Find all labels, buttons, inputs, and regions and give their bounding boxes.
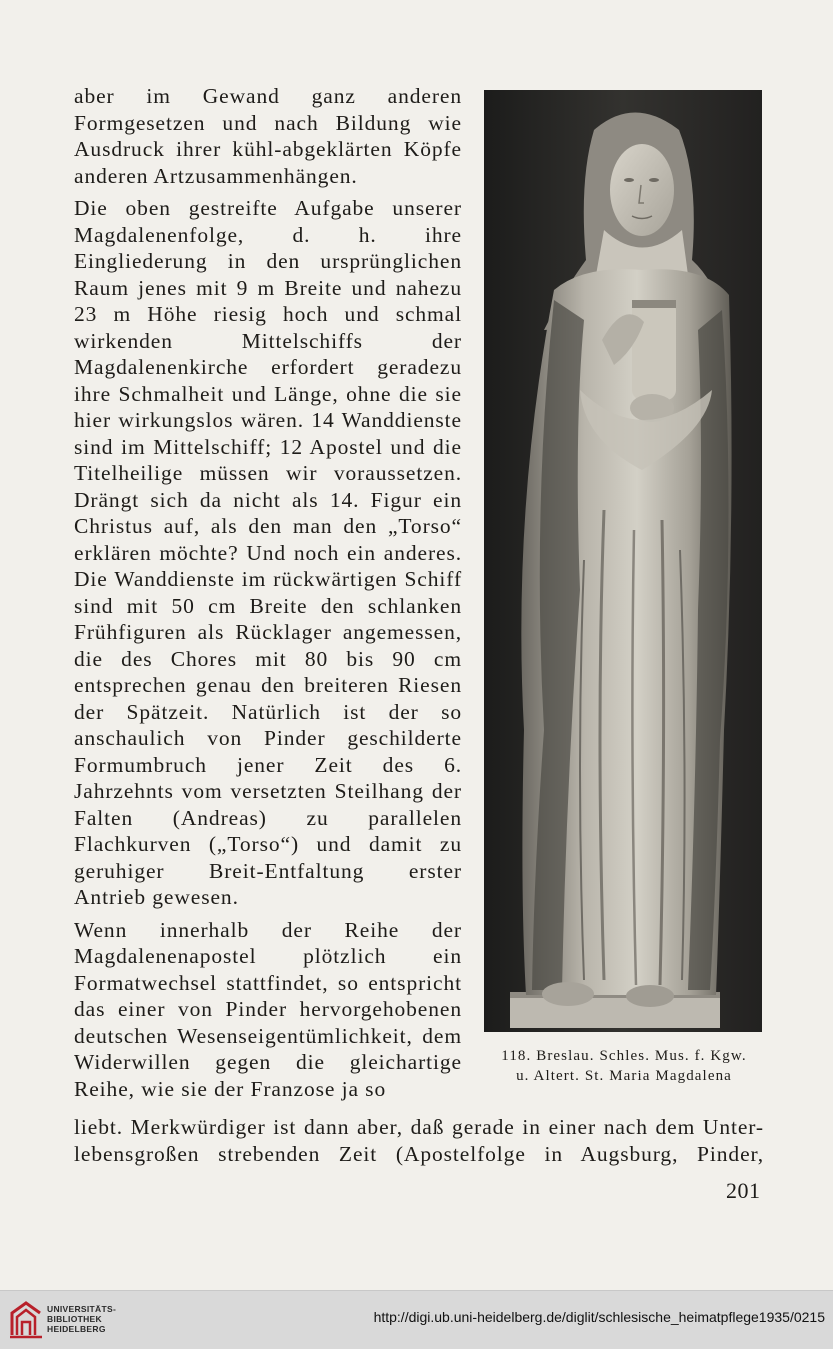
full-width-line-2: lebensgroßen strebenden Zeit (Apostelfolge in Augsburg, Pinder, xyxy=(74,1141,764,1166)
footer-bar xyxy=(0,1290,833,1349)
statue-image xyxy=(484,90,762,1032)
full-width-text xyxy=(74,1114,764,1167)
body-text-column xyxy=(74,83,462,1102)
page-number: 201 xyxy=(726,1178,761,1203)
source-url-link[interactable]: http://digi.ub.uni-heidelberg.de/diglit/schlesische_heimatpflege1935/0215 xyxy=(373,1309,825,1325)
full-width-line-1: liebt. Merkwürdiger ist dann aber, daß gerade in einer nach dem Unter- xyxy=(74,1115,764,1139)
paragraph-2: Die oben gestreifte Aufgabe unserer Magdalenenfolge, d. h. ihre Eingliederung in den ursprünglichen Raum jenes mit 9 m Breite und nahezu 23 m Höhe riesig hoch und schmal wirkenden Mittelschiffs der Magdalenenkirche erfordert geradezu ihre Schmalheit und Länge, ohne die sie hier wirkungslos wären. 14 Wanddienste sind im Mittelschiff; 12 Apostel und die Titelheilige müssen wir voraussetzen. Drängt sich da nicht als 14. Figur ein Christus auf, als den man den „Torso“ erklären möchte? Und noch ein anderes. Die Wanddienste im rückwärtigen Schiff sind mit 50 cm Breite den schlanken Frühfiguren als Rücklager angemessen, die des Chores mit 80 bis 90 cm entsprechen genau den breiteren Riesen der Spätzeit. Natürlich ist der so anschaulich von Pinder geschilderte Formumbruch jener Zeit des 6. Jahrzehnts vom versetzten Steilhang der Falten (Andreas) zu parallelen Flachkurven („Torso“) und damit zu geruhiger Breit-Entfaltung erster Antrieb gewesen. xyxy=(74,196,462,909)
institution-line-3: HEIDELBERG xyxy=(47,1324,106,1334)
paragraph-3: Wenn innerhalb der Reihe der Magdalenenapostel plötzlich ein Formatwechsel stattfindet, so entspricht das einer von Pinder hervorgehobenen deutschen Wesenseigentümlichkeit, dem Widerwillen gegen die gleichartige Reihe, wie sie der Franzose ja so xyxy=(74,917,462,1101)
caption-line-2: u. Altert. St. Maria Magdalena xyxy=(516,1068,732,1084)
paragraph-1: aber im Gewand ganz anderen Formgesetzen und nach Bildung wie Ausdruck ihrer kühl-abgeklärten Köpfe anderen Artzusammenhängen. xyxy=(74,84,462,188)
institution-name xyxy=(47,1304,116,1334)
institution-line-1: UNIVERSITÄTS- xyxy=(47,1304,117,1314)
figure-photo xyxy=(484,90,762,1032)
figure-caption xyxy=(478,1046,770,1086)
caption-line-1: 118. Breslau. Schles. Mus. f. Kgw. xyxy=(501,1048,747,1064)
institution-line-2: BIBLIOTHEK xyxy=(47,1314,102,1324)
library-logo-icon xyxy=(8,1299,44,1339)
